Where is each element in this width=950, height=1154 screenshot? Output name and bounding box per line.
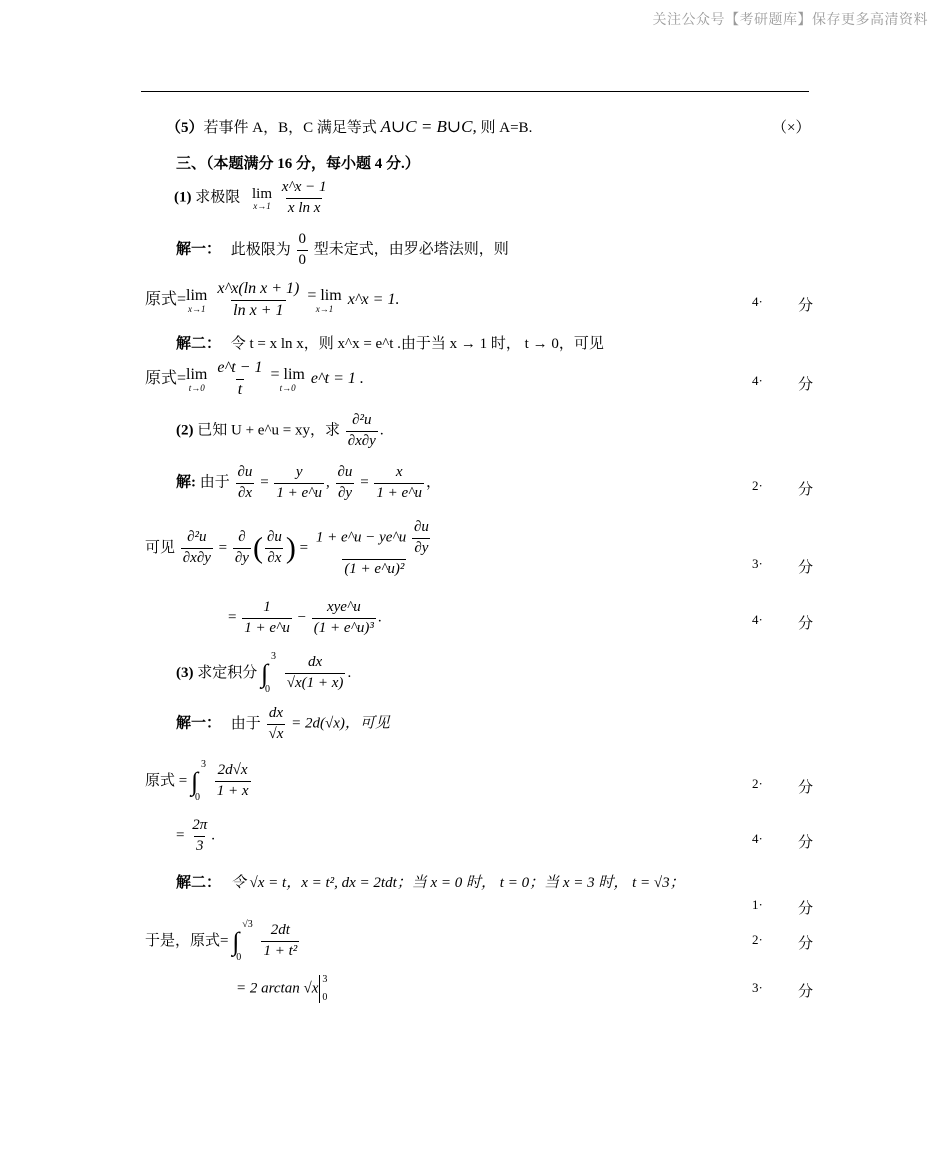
p3-l4-text: = 2 arctan √x (236, 980, 319, 997)
p1-sol2-label: 解二： (176, 336, 222, 352)
score-p3-l1: 2· (752, 776, 763, 791)
q5-label: （5） (166, 120, 204, 136)
fen-p2-last: 分 (798, 616, 814, 632)
fen-p2-sol: 分 (798, 482, 814, 498)
p3-line-2: = $\frac{2\pi}{3}$ . (176, 817, 215, 854)
p2-last-a: $\frac{1}{1 + e\^{}u}$ (244, 599, 290, 636)
p2-last-b: $\frac{\text{xye\textasciicircum{}u}}{\text{(1 + e\textasciicircum{}u)³}}$ (313, 599, 374, 636)
p3-l4-eval-bar: 3 0 (319, 975, 327, 1003)
score-p2-sol: 2· (752, 478, 763, 493)
p2-prompt: 已知 U + e^u = xy，求 (197, 422, 340, 439)
p2-line-last: = $\frac{1}{1 + e\^{}u}$ − $\frac{\text{xye\textasciicircum{}u}}{\text{(1 + e\textasciicircum{}u)³}}$ . (228, 599, 382, 636)
score-p2-last: 4· (752, 612, 763, 627)
p1-lim: lim x→1 (252, 185, 273, 211)
p1-sol2-text: 令 t = x ln x，则 x^x = e^t .由于当 x → 1 时， t → 0，可见 (230, 336, 604, 352)
du-dy-rhs: $\frac{x}{1 + e\^{}u}$ (376, 464, 423, 501)
fen-p1-l1: 分 (798, 298, 814, 314)
p3-line-1 (145, 760, 253, 803)
p2-sol-label: 解: (176, 474, 196, 491)
p3-l1-integral: 3 ∫ 0 (190, 759, 206, 804)
score-p3-sol2: 1· (752, 897, 763, 912)
p3-integrand: $\frac{dx}{√x(1 + x)}$ (286, 654, 344, 692)
p3-solution-1 (176, 706, 390, 743)
p3-l1-fraction: $\frac{2d√x}{1 + x}$ (216, 762, 249, 800)
p3-l3-integral: √3 ∫ 0 (232, 919, 253, 964)
watermark: 关注公众号【考研题库】保存更多高清资料 (652, 12, 928, 28)
q5-formula: A∪C = B∪C, (380, 117, 477, 136)
score-p1-l1: 4· (752, 294, 763, 309)
p2-kejian: 可见 (145, 540, 176, 557)
problem-1 (174, 180, 331, 217)
q5-answer: （×） (772, 120, 811, 136)
p3-l3-fraction: $\frac{2dt}{\text{1 + t²}}$ (263, 922, 298, 960)
question-5 (166, 116, 532, 137)
p3-sol2-text: 令 √x = t，x = t², dx = 2tdt；当 x = 0 时， t = 0；当 x = 3 时， t = √3； (230, 875, 685, 891)
p3-line-3 (145, 920, 301, 963)
p1-sol1-text-a: 此极限为 (230, 241, 291, 258)
p3-sol1-label: 解一： (176, 715, 222, 732)
fen-p3-l3: 分 (798, 936, 814, 952)
p1-label: (1) (174, 189, 192, 206)
p1-line1-fraction: $\frac{\text{x\textasciicircum{}x(ln x + 1)}}{\text{ln x + 1}}$ (217, 280, 300, 319)
two-pi-over-three: $\frac{2\pi}{3}$ (192, 817, 208, 854)
score-p1-l2: 4· (752, 373, 763, 388)
p1-line1-mid: = lim x→1 (307, 287, 342, 314)
fen-p2-kejian: 分 (798, 560, 814, 576)
p1-prompt: 求极限 (195, 189, 241, 206)
score-p3-l2: 4· (752, 831, 763, 846)
p3-solution-2 (176, 871, 685, 892)
p3-sol1-rhs: = 2d(√x)，可见 (291, 715, 390, 732)
dx-over-sqrtx: $\frac{dx}{√x}$ (268, 705, 284, 742)
p1-line2-mid: = lim t→0 (270, 366, 305, 393)
p1-line-1 (145, 281, 399, 320)
p1-line1-prefix: 原式= (145, 290, 187, 308)
p1-line2-lim: lim t→0 (186, 366, 208, 393)
p2-label: (2) (176, 422, 194, 439)
d2u-dxdy: $\frac{\text{∂²u}}{\partial x\partial y}$ (182, 529, 211, 567)
p3-integral-sign: 3 ∫ 0 (261, 651, 277, 696)
fen-p1-l2: 分 (798, 377, 814, 393)
p3-line-4 (236, 975, 327, 1003)
d-dy-operator: $\frac{\partial}{\partial y}$ (234, 529, 249, 567)
p3-sol2-label: 解二： (176, 875, 222, 891)
score-p3-l3: 2· (752, 932, 763, 947)
q5-text-a: 若事件 A，B，C 满足等式 (203, 120, 377, 136)
problem-2: (2) 已知 U + e^u = xy，求 $\frac{\text{∂²u}}{\partial x\partial y}$ . (176, 412, 384, 449)
score-p2-kejian: 3· (752, 556, 763, 571)
p1-fraction: $\frac{x\^{}x - 1}{\text{x ln x}}$ (281, 179, 327, 216)
p1-line2-prefix: 原式= (145, 369, 187, 387)
du-dx: $\frac{\partial u}{\partial x}$ (237, 464, 253, 501)
p1-solution-2 (176, 332, 604, 353)
p1-sol1-text-b: 型未定式，由罗必塔法则，则 (313, 241, 509, 258)
p2-line-kejian: 可见 $\frac{\text{∂²u}}{\partial x\partial y}$ = $\frac{\partial}{\partial y}$ ( $\frac{\partial u}{\partial x}$ ) = 1 + e^u − ye^u $\frac{\partial u}{\partial y}$ (1 + e^u)² (145, 520, 437, 577)
du-dx-inner: $\frac{\partial u}{\partial x}$ (266, 529, 282, 567)
p1-line-2 (145, 360, 364, 399)
du-dy: $\frac{\partial u}{\partial y}$ (337, 464, 353, 501)
p1-line2-end: e^t = 1 . (310, 369, 364, 387)
p3-prompt: 求定积分 (197, 665, 258, 682)
p1-sol1-label: 解一： (176, 241, 222, 258)
p2-solution: 解: 由于 $\frac{\partial u}{\partial x}$ = $\frac{y}{1 + e\^{}u}$ , $\frac{\partial u}{\partial y}$ = $\frac{x}{1 + e\^{}u}$ ， (176, 464, 442, 501)
fen-p3-sol2: 分 (798, 901, 814, 917)
p1-solution-1 (176, 232, 509, 269)
fen-p3-l4: 分 (798, 984, 814, 1000)
problem-3: (3) 求定积分 3 ∫ 0 $\frac{dx}{√x(1 + x)}$ . (176, 651, 352, 696)
p2-big-fraction: 1 + e^u − ye^u $\frac{\partial u}{\partial y}$ (1 + e^u)² (315, 519, 429, 577)
p2-target-fraction: $\frac{\text{∂²u}}{\partial x\partial y}$ (347, 412, 376, 449)
p3-l1-prefix: 原式 = (145, 773, 188, 790)
p3-sol1-text-a: 由于 (230, 715, 261, 732)
p3-label: (3) (176, 665, 194, 682)
fen-p3-l2: 分 (798, 835, 814, 851)
fen-p3-l1: 分 (798, 780, 814, 796)
zero-over-zero: $\frac{0}{0}$ (298, 231, 307, 268)
score-p3-l4: 3· (752, 980, 763, 995)
header-rule (141, 91, 809, 92)
p2-sol-text: 由于 (199, 474, 230, 491)
p3-l3-prefix: 于是，原式= (145, 933, 229, 950)
p1-line2-fraction: $\frac{e\^{}t - 1}{t}$ (217, 359, 263, 398)
p1-line1-end: x^x = 1. (347, 290, 400, 308)
section-3-title: 三、（本题满分 16 分，每小题 4 分.） (176, 156, 420, 172)
p1-line1-lim: lim x→1 (186, 287, 208, 314)
q5-text-b: 则 A=B. (480, 120, 533, 136)
du-dx-rhs: $\frac{y}{1 + e\^{}u}$ (276, 464, 323, 501)
